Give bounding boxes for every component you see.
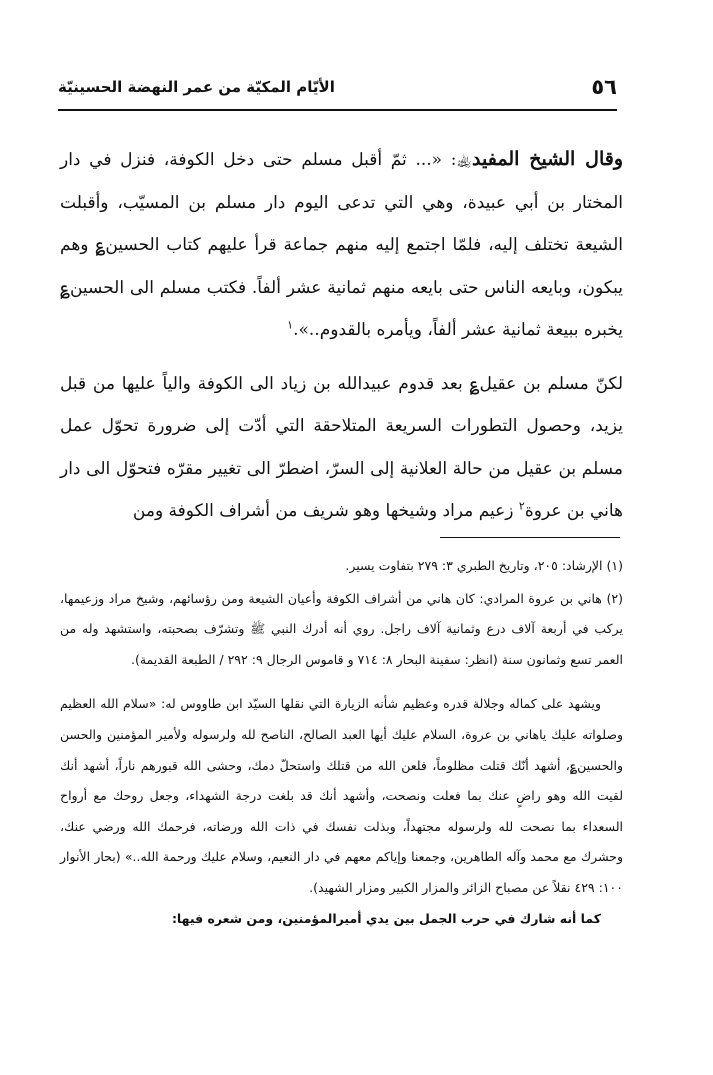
running-title: الأيّام المكيّة من عمر النهضة الحسينيّة xyxy=(58,78,335,96)
footnote-2-continuation: ويشهد على كماله وجلالة قدره وعظيم شأنه الزيارة التي نقلها السيّد ابن طاووس له: «سلام الله العظيم وصلواته عليك ياهاني بن عروة، السلام عليك أيها العبد الصالح، الناصح لله ولرسوله ولأمير المؤمنين والحسن والحسين؏، أشهد أنّك قتلت مظلوماً، فلعن الله من قتلك واستحلّ دمك، وحشى الله قبورهم ناراً، أشهد أنك لقيت الله وهو راضٍ عنك بما فعلت ونصحت، وأشهد أنك قد بلغت درجة الشهداء، وجعل روحك مع أرواح السعداء بما نصحت لله ولرسوله مجتهداً، وبذلت نفسك في ذات الله ورضاته، فرحمك الله ورضي عنك، وحشرك مع محمد وآله الطاهرين، وجمعنا وإياكم معهم في دار النعيم، وسلام عليك ورحمة الله..» (بحار الأنوار ١٠٠: ٤٢٩ نقلاً عن مصباح الزائر والمزار الكبير ومزار الشهيد). xyxy=(60,696,623,895)
speaker-name: وقال الشيخ المفيد xyxy=(472,148,624,170)
footnote-2: (٢) هاني بن عروة المرادي: كان هاني من أشراف الكوفة وأعيان الشيعة ومن رؤسائهم، وشيخ مراد وزعيمها، يركب في أربعة آلاف درع وثمانية آلاف راجل. روي أنه أدرك النبي ﷺ وتشرّف بصحبته، واستشهد وله من العمر تسع وثمانون سنة (انظر: سفينة البحار ٨: ٧١٤ و قاموس الرجال ٩: ٢٩٢ / الطبعة القديمة). xyxy=(60,590,623,667)
footnote-2-poem-intro: كما أنه شارك في حرب الجمل بين يدي أميرالمؤمنين، ومن شعره فيها: xyxy=(171,910,601,926)
footnotes xyxy=(60,551,623,934)
honorific: ﵀ xyxy=(456,150,473,170)
honorific: ؏ xyxy=(95,235,106,255)
footnote-ref-1: ١ xyxy=(287,318,294,332)
honorific: ؏ xyxy=(469,373,480,394)
footnote-1: (١) الإرشاد: ٢٠٥، وتاريخ الطبري ٣: ٢٧٩ بتفاوت يسير. xyxy=(345,558,623,573)
footnote-rule xyxy=(440,537,620,538)
main-text xyxy=(60,138,623,533)
footnote-ref-2: ٢ xyxy=(518,499,525,513)
header-rule xyxy=(58,109,617,111)
honorific: ؏ xyxy=(60,277,70,298)
page-header xyxy=(58,70,617,104)
page-number: ٥٦ xyxy=(591,75,617,99)
paragraph-2: لكنّ مسلم بن عقيل؏ بعد قدوم عبيدالله بن زياد الى الكوفة والياً عليها من قبل يزيد، وحصول التطورات السريعة المتلاحقة التي أدّت إلى ضرورة تحوّل عمل مسلم بن عقيل من حالة العلانية إلى السرّ، اضطرّ الى تغيير مقرّه فتحوّل الى دار هاني بن عروة$^٢$ زعيم مراد وشيخها وهو شريف من أشراف الكوفة ومن xyxy=(60,373,623,521)
paragraph-1: وقال الشيخ المفيد﵀: «... ثمّ أقبل مسلم حتى دخل الكوفة، فنزل في دار المختار بن أبي عبيدة، وهي التي تدعى اليوم دار مسلم بن المسيّب، وأقبلت الشيعة تختلف إليه، فلمّا اجتمع إليه منهم جماعة قرأ عليهم كتاب الحسين؏ وهم يبكون، وبايعه الناس حتى بايعه منهم ثمانية عشر ألفاً. فكتب مسلم الى الحسين؏ يخبره ببيعة ثمانية عشر ألفاً، ويأمره بالقدوم..».$^١$ xyxy=(60,148,624,340)
